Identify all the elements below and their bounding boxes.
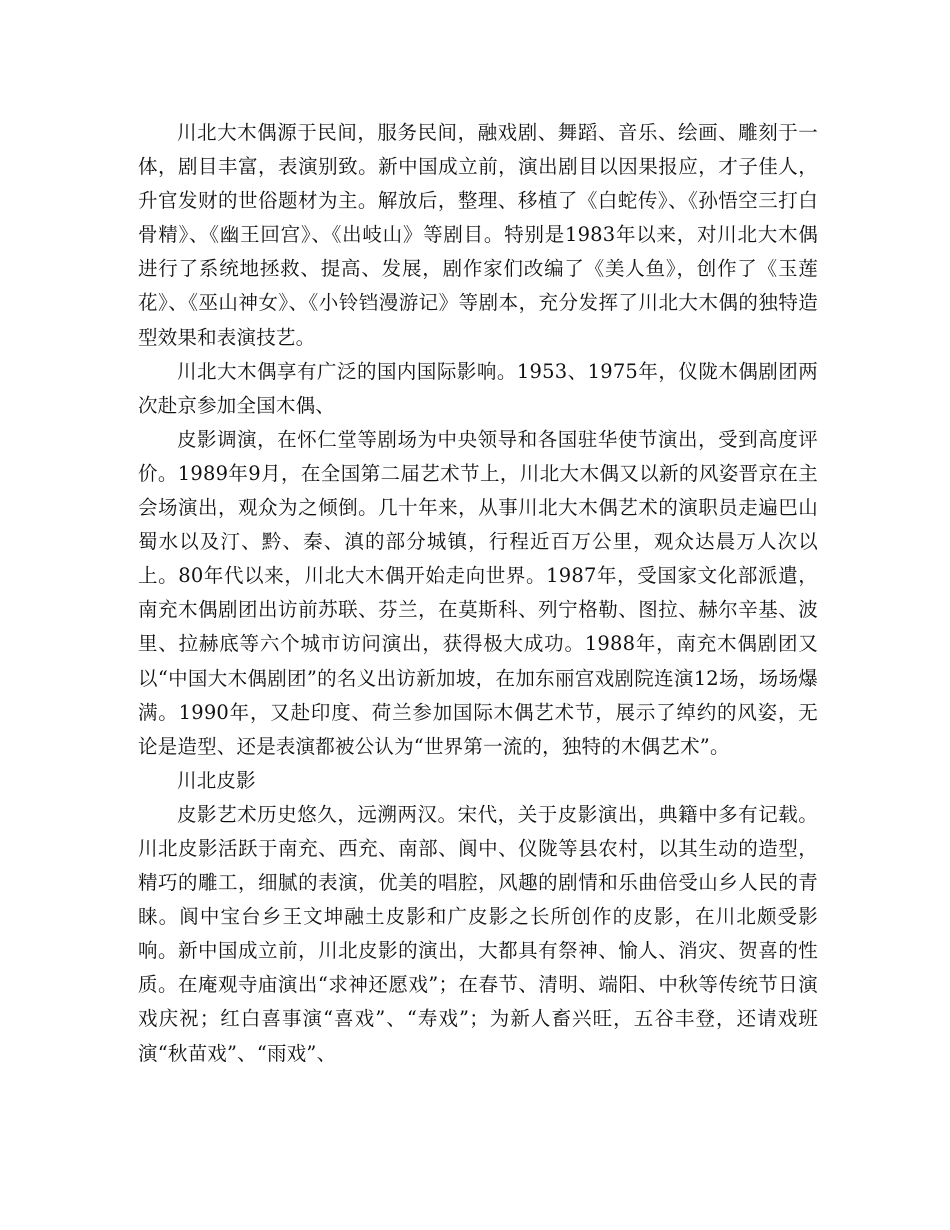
paragraph-shadow-play-history: 皮影艺术历史悠久，远溯两汉。宋代，关于皮影演出，典籍中多有记载。川北皮影活跃于南充、西充、南部、阆中、仪陇等县农村，以其生动的造型，精巧的雕工，细腻的表演，优美的唱腔，风趣的剧情和乐曲倍受山乡人民的青睐。阆中宝台乡王文坤融土皮影和广皮影之长所创作的皮影，在川北颇受影响。新中国成立前，川北皮影的演出，大都具有祭神、愉人、消灾、贺喜的性质。在庵观寺庙演出“求神还愿戏”；在春节、清明、端阳、中秋等传统节日演戏庆祝；红白喜事演“喜戏”、“寿戏”；为新人畜兴旺，五谷丰登，还请戏班演“秋苗戏”、“雨戏”、 [138,802,818,1065]
paragraph-puppet-tours: 皮影调演，在怀仁堂等剧场为中央领导和各国驻华使节演出，受到高度评价。1989年9月，在全国第二届艺术节上，川北大木偶又以新的风姿晋京在主会场演出，观众为之倾倒。几十年来，从事川北大木偶艺术的演职员走遍巴山蜀水以及汀、黔、秦、滇的部分城镇，行程近百万公里，观众达晨万人次以上。80年代以来，川北大木偶开始走向世界。1987年，受国家文化部派遣，南充木偶剧团出访前苏联、芬兰，在莫斯科、列宁格勒、图拉、赫尔辛基、波里、拉赫底等六个城市访问演出，获得极大成功。1988年，南充木偶剧团又以“中国大木偶剧团”的名义出访新加坡，在加东丽宫戏剧院连演12场，场场爆满。1990年，又赴印度、荷兰参加国际木偶艺术节，展示了绰约的风姿，无论是造型、还是表演都被公认为“世界第一流的，独特的木偶艺术”。 [138,427,818,758]
paragraph-puppet-influence: 川北大木偶享有广泛的国内国际影响。1953、1975年，仪陇木偶剧团两次赴京参加全国木偶、 [138,359,818,417]
document-body [138,116,818,1071]
paragraph-puppet-repertoire: 川北大木偶源于民间，服务民间，融戏剧、舞蹈、音乐、绘画、雕刻于一体，剧目丰富，表演别致。新中国成立前，演出剧目以因果报应，才子佳人，升官发财的世俗题材为主。解放后，整理、移植了《白蛇传》、《孙悟空三打白骨精》、《幽王回宫》、《出岐山》等剧目。特别是1983年以来，对川北大木偶进行了系统地拯救、提高、发展，剧作家们改编了《美人鱼》，创作了《玉莲花》、《巫山神女》、《小铃铛漫游记》等剧本，充分发挥了川北大木偶的独特造型效果和表演技艺。 [138,121,818,349]
section-heading-shadow-play: 川北皮影 [177,768,256,792]
